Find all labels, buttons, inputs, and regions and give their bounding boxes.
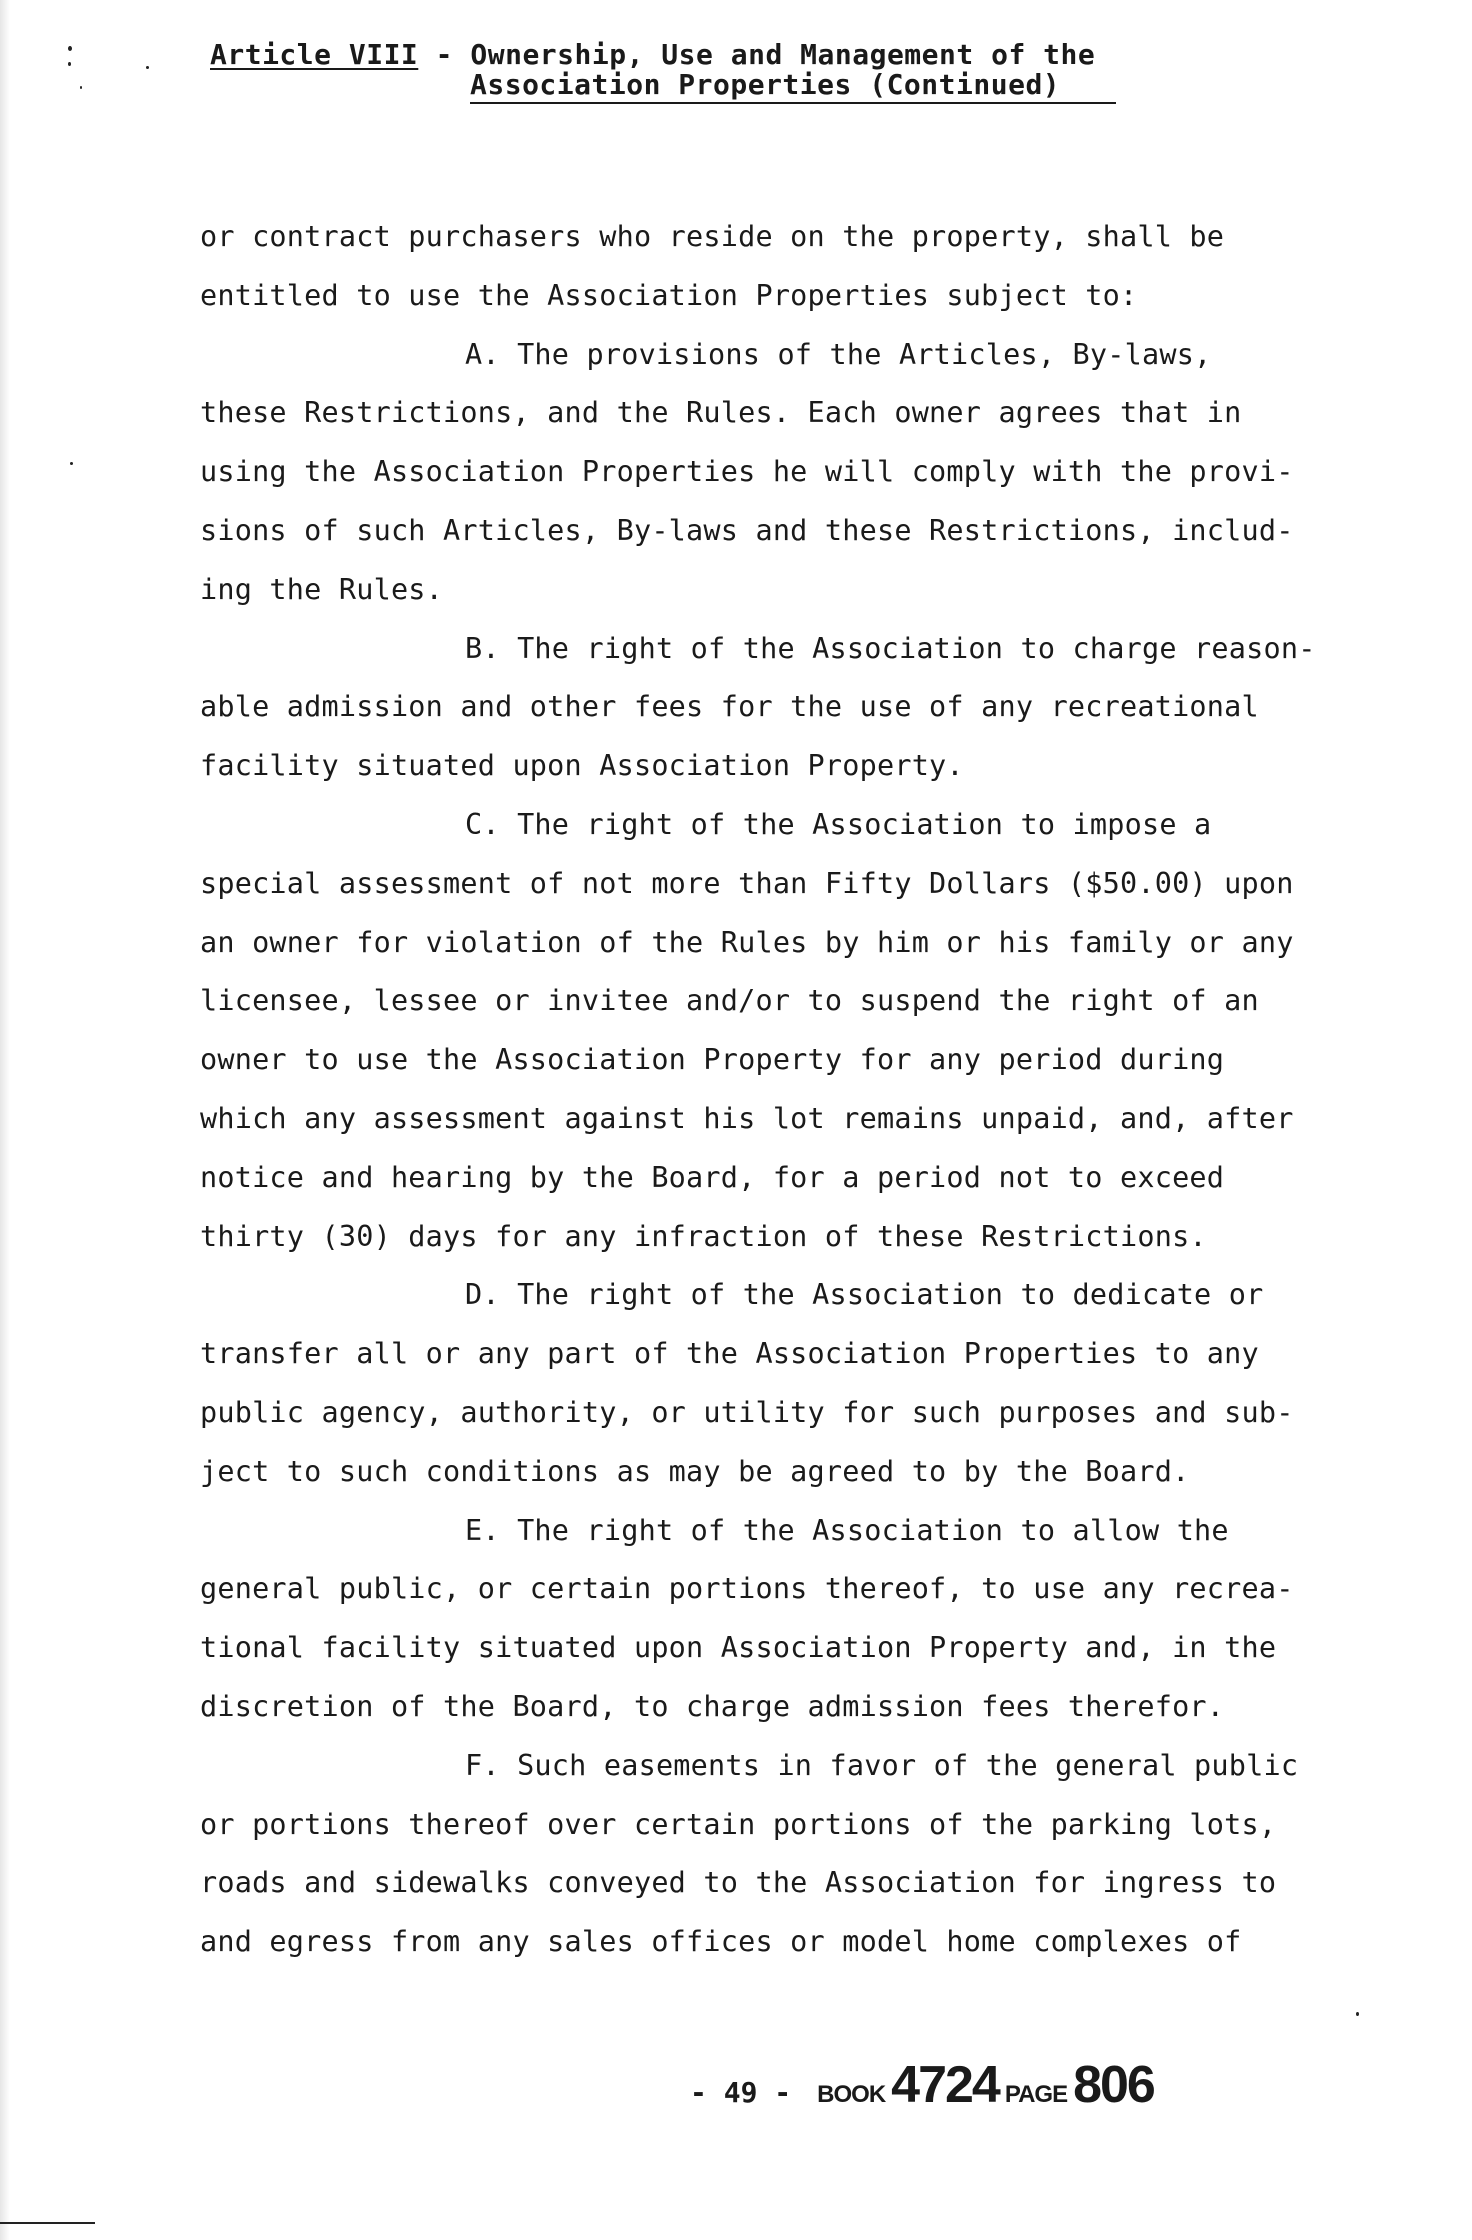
text-line: or contract purchasers who reside on the property, shall be (200, 220, 1225, 253)
text-line: using the Association Properties he will comply with the provi- (200, 455, 1294, 489)
text-line: owner to use the Association Property for any period during (200, 1043, 1225, 1077)
scan-speck (68, 62, 71, 66)
page-reference: 806 (1073, 2056, 1154, 2114)
text-line: public agency, authority, or utility for such purposes and sub- (200, 1395, 1294, 1429)
article-heading (210, 40, 1116, 104)
text-line: discretion of the Board, to charge admission fees therefor. (200, 1689, 1225, 1723)
paragraph-start-line: F. Such easements in favor of the general public (465, 1748, 1299, 1782)
page-footer (690, 2055, 1154, 2115)
scan-speck (1356, 2012, 1359, 2016)
page-number: - 49 - (690, 2076, 792, 2109)
page-label: PAGE (1004, 2081, 1068, 2108)
paragraph-start-line: A. The provisions of the Articles, By-laws, (465, 337, 1212, 371)
scan-speck (70, 462, 73, 465)
paragraph-start-line: E. The right of the Association to allow the (465, 1513, 1229, 1547)
paragraph-start-line: B. The right of the Association to charge reason- (465, 631, 1316, 665)
text-line: able admission and other fees for the use of any recreational (200, 690, 1259, 724)
text-line: special assessment of not more than Fifty Dollars ($50.00) upon (200, 866, 1294, 900)
text-line: these Restrictions, and the Rules. Each owner agrees that in (200, 396, 1242, 430)
heading-line-1 (210, 40, 1116, 70)
text-line: transfer all or any part of the Association Properties to any (200, 1337, 1259, 1371)
scan-speck (68, 46, 72, 51)
book-number: 4724 (891, 2056, 999, 2114)
text-line: licensee, lessee or invitee and/or to suspend the right of an (200, 984, 1259, 1018)
text-line: ject to such conditions as may be agreed to by the Board. (200, 1454, 1190, 1488)
text-line: thirty (30) days for any infraction of these Restrictions. (200, 1219, 1207, 1253)
text-line: an owner for violation of the Rules by him or his family or any (200, 925, 1294, 959)
text-line: roads and sidewalks conveyed to the Association for ingress to (200, 1866, 1277, 1900)
text-line: sions of such Articles, By-laws and these Restrictions, includ- (200, 513, 1294, 547)
scan-speck (146, 66, 149, 69)
text-line: general public, or certain portions thereof, to use any recrea- (200, 1572, 1294, 1606)
article-number: Article VIII (210, 38, 419, 71)
text-line: facility situated upon Association Property. (200, 749, 964, 783)
heading-title-part-2: Association Properties (Continued) (470, 70, 1116, 104)
paragraph-start-line: D. The right of the Association to dedicate or (465, 1278, 1264, 1312)
text-line: tional facility situated upon Association Property and, in the (200, 1631, 1277, 1665)
scan-speck (80, 86, 82, 89)
scan-edge-shadow (0, 0, 10, 2240)
text-line: ing the Rules. (200, 572, 444, 606)
book-page-stamp (817, 2055, 1154, 2115)
text-line: notice and hearing by the Board, for a period not to exceed (200, 1160, 1225, 1194)
text-line: which any assessment against his lot remains unpaid, and, after (200, 1101, 1294, 1135)
text-line: entitled to use the Association Properties subject to: (200, 278, 1138, 312)
book-label: BOOK (817, 2081, 886, 2108)
document-body (200, 208, 1340, 1972)
paragraph-start-line: C. The right of the Association to impose a (465, 807, 1212, 841)
scan-bottom-mark (0, 2222, 95, 2224)
text-line: and egress from any sales offices or model home complexes of (200, 1925, 1242, 1959)
heading-title-part-1: - Ownership, Use and Management of the (418, 38, 1096, 71)
text-line: or portions thereof over certain portions of the parking lots, (200, 1807, 1277, 1841)
